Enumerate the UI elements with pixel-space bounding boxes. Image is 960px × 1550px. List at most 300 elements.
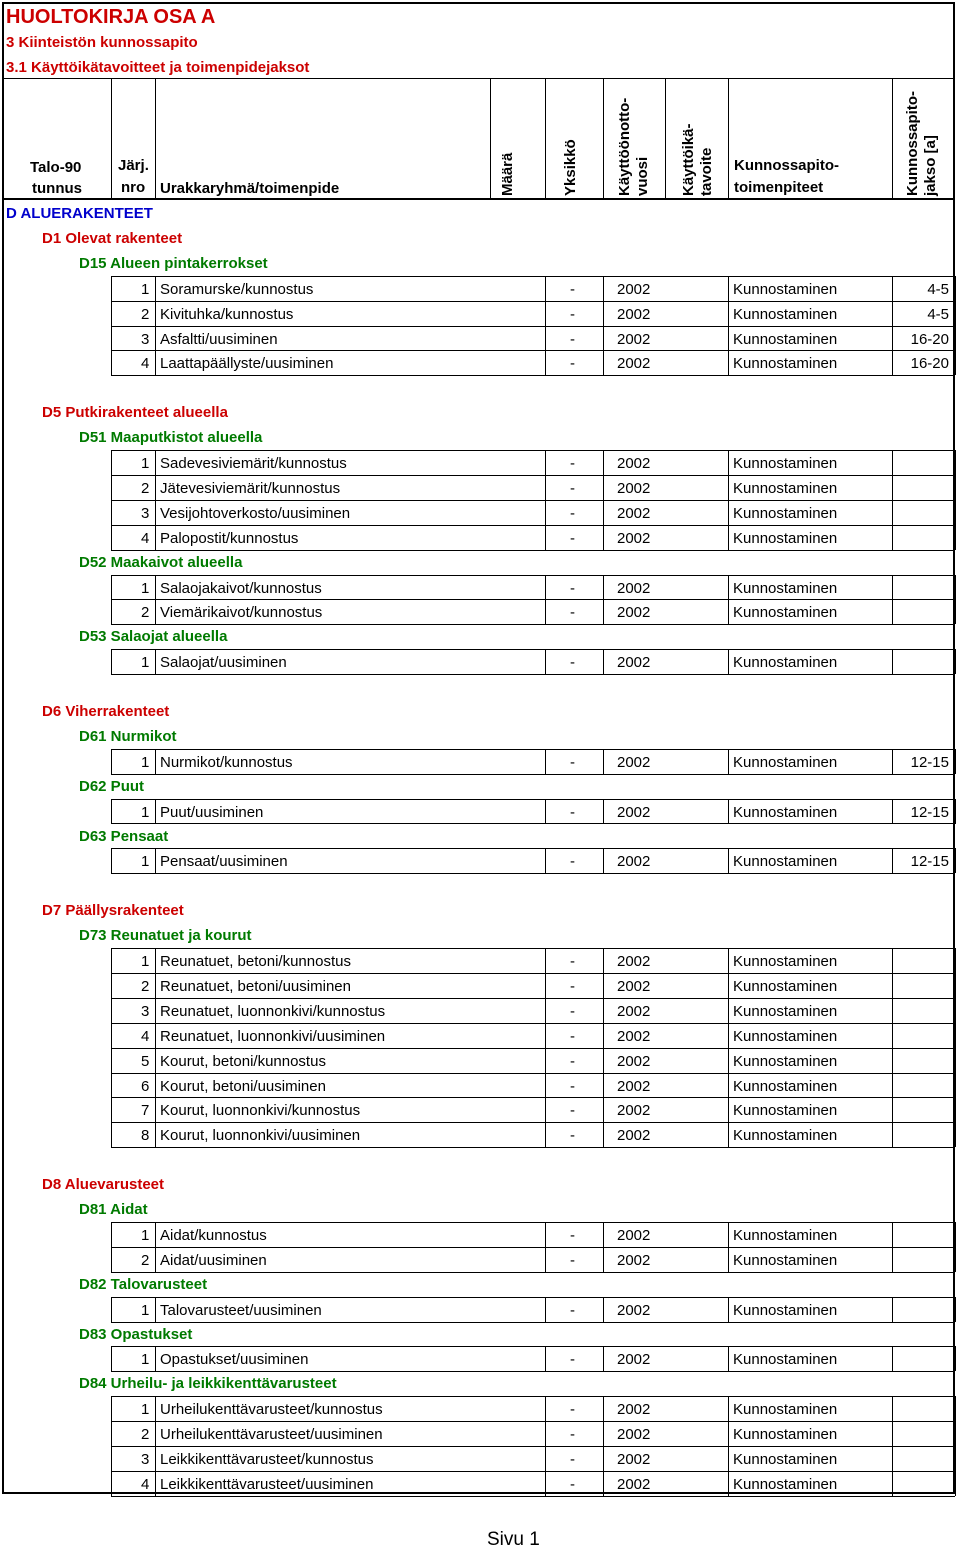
row-action: Kunnostaminen — [733, 505, 838, 522]
row-year: 2002 — [617, 754, 651, 771]
row-period: 4-5 — [927, 281, 949, 298]
cell-divider — [155, 326, 156, 351]
row-year: 2002 — [617, 355, 651, 372]
col-header-jarj: nro — [121, 179, 146, 196]
cell-divider — [111, 450, 112, 475]
row-unit: - — [570, 1102, 575, 1119]
row-action: Kunnostaminen — [733, 530, 838, 547]
col-header-jarj: Järj. — [118, 157, 149, 174]
row-rule — [111, 998, 955, 999]
row-rule — [111, 1421, 955, 1422]
row-rule — [111, 1147, 955, 1148]
cell-divider — [892, 475, 893, 500]
row-number: 1 — [141, 804, 150, 821]
cell-divider — [155, 276, 156, 301]
row-unit: - — [570, 306, 575, 323]
cell-divider — [892, 301, 893, 326]
cell-divider — [955, 1222, 956, 1247]
col-header-talo: tunnus — [32, 180, 82, 197]
cell-divider — [155, 1023, 156, 1048]
row-action: Kunnostaminen — [733, 1351, 838, 1368]
row-year: 2002 — [617, 1252, 651, 1269]
cell-divider — [728, 1247, 729, 1272]
col-header-jakso-2: jakso [a] — [922, 135, 939, 196]
cell-divider — [111, 948, 112, 973]
row-action: Kunnostaminen — [733, 1053, 838, 1070]
cell-divider — [728, 1222, 729, 1247]
cell-divider — [728, 350, 729, 375]
cell-divider — [603, 1396, 604, 1421]
subgroup-heading: D61 Nurmikot — [79, 728, 177, 745]
row-year: 2002 — [617, 1426, 651, 1443]
cell-divider — [955, 276, 956, 301]
subgroup-heading: D84 Urheilu- ja leikkikenttävarusteet — [79, 1375, 337, 1392]
cell-divider — [111, 1247, 112, 1272]
row-unit: - — [570, 754, 575, 771]
row-number: 3 — [141, 1451, 150, 1468]
cell-divider — [111, 749, 112, 774]
row-rule — [111, 550, 955, 551]
row-year: 2002 — [617, 505, 651, 522]
cell-divider — [955, 599, 956, 624]
col-divider — [155, 78, 156, 199]
cell-divider — [892, 848, 893, 873]
cell-divider — [603, 1048, 604, 1073]
row-year: 2002 — [617, 580, 651, 597]
cell-divider — [111, 350, 112, 375]
cell-divider — [955, 1297, 956, 1322]
cell-divider — [603, 1097, 604, 1122]
cell-divider — [603, 749, 604, 774]
cell-divider — [955, 848, 956, 873]
row-rule — [111, 1097, 955, 1098]
row-task: Salaojat/uusiminen — [160, 654, 287, 671]
cell-divider — [603, 1073, 604, 1098]
row-rule — [111, 1496, 955, 1497]
cell-divider — [155, 1097, 156, 1122]
row-year: 2002 — [617, 1351, 651, 1368]
col-divider — [728, 78, 729, 199]
row-period: 12-15 — [910, 853, 949, 870]
row-period: 16-20 — [910, 355, 949, 372]
row-year: 2002 — [617, 953, 651, 970]
row-action: Kunnostaminen — [733, 480, 838, 497]
row-year: 2002 — [617, 654, 651, 671]
row-year: 2002 — [617, 1401, 651, 1418]
row-year: 2002 — [617, 1127, 651, 1144]
cell-divider — [111, 998, 112, 1023]
row-rule — [111, 450, 955, 451]
cell-divider — [892, 1097, 893, 1122]
cell-divider — [603, 649, 604, 674]
row-rule — [111, 1073, 955, 1074]
row-action: Kunnostaminen — [733, 804, 838, 821]
group-heading: D1 Olevat rakenteet — [42, 230, 183, 247]
row-year: 2002 — [617, 804, 651, 821]
col-header-kayttoika — [680, 123, 716, 196]
row-rule — [111, 276, 955, 277]
row-year: 2002 — [617, 530, 651, 547]
cell-divider — [603, 948, 604, 973]
cell-divider — [892, 1222, 893, 1247]
cell-divider — [155, 998, 156, 1023]
row-number: 8 — [141, 1127, 150, 1144]
cell-divider — [892, 575, 893, 600]
cell-divider — [545, 1097, 546, 1122]
row-rule — [111, 1272, 955, 1273]
cell-divider — [545, 948, 546, 973]
row-unit: - — [570, 355, 575, 372]
row-rule — [111, 1122, 955, 1123]
cell-divider — [892, 998, 893, 1023]
row-number: 3 — [141, 1003, 150, 1020]
row-year: 2002 — [617, 281, 651, 298]
row-number: 7 — [141, 1102, 150, 1119]
cell-divider — [111, 1297, 112, 1322]
col-divider — [490, 78, 491, 199]
col-header-kayttoonotto — [616, 98, 652, 196]
cell-divider — [603, 1222, 604, 1247]
row-action: Kunnostaminen — [733, 1028, 838, 1045]
row-unit: - — [570, 331, 575, 348]
cell-divider — [955, 973, 956, 998]
cell-divider — [155, 1073, 156, 1098]
cell-divider — [111, 500, 112, 525]
cell-divider — [155, 749, 156, 774]
cell-divider — [892, 1073, 893, 1098]
cell-divider — [155, 948, 156, 973]
row-task: Aidat/uusiminen — [160, 1252, 267, 1269]
cell-divider — [603, 450, 604, 475]
cell-divider — [155, 1122, 156, 1147]
row-unit: - — [570, 978, 575, 995]
cell-divider — [603, 1346, 604, 1371]
cell-divider — [155, 848, 156, 873]
cell-divider — [111, 575, 112, 600]
row-rule — [111, 1396, 955, 1397]
cell-divider — [955, 326, 956, 351]
row-year: 2002 — [617, 1451, 651, 1468]
page-frame — [2, 2, 955, 1494]
cell-divider — [545, 1023, 546, 1048]
col-header-toimenpiteet: toimenpiteet — [734, 179, 824, 196]
row-task: Vesijohtoverkosto/uusiminen — [160, 505, 351, 522]
cell-divider — [545, 649, 546, 674]
row-number: 1 — [141, 1351, 150, 1368]
row-action: Kunnostaminen — [733, 455, 838, 472]
row-action: Kunnostaminen — [733, 1401, 838, 1418]
group-heading: D7 Päällysrakenteet — [42, 902, 184, 919]
group-heading: D8 Aluevarusteet — [42, 1176, 164, 1193]
cell-divider — [728, 1122, 729, 1147]
col-header-urakka: Urakkaryhmä/toimenpide — [160, 180, 340, 197]
col-header-kayttoika-2: tavoite — [698, 147, 715, 196]
cell-divider — [545, 350, 546, 375]
row-action: Kunnostaminen — [733, 1003, 838, 1020]
row-unit: - — [570, 953, 575, 970]
cell-divider — [892, 1048, 893, 1073]
chapter-title: 3 Kiinteistön kunnossapito — [6, 34, 198, 51]
row-task: Reunatuet, luonnonkivi/uusiminen — [160, 1028, 386, 1045]
row-unit: - — [570, 1003, 575, 1020]
cell-divider — [603, 1421, 604, 1446]
row-action: Kunnostaminen — [733, 604, 838, 621]
cell-divider — [728, 848, 729, 873]
row-period: 12-15 — [910, 804, 949, 821]
cell-divider — [545, 1446, 546, 1471]
cell-divider — [728, 1421, 729, 1446]
cell-divider — [892, 276, 893, 301]
row-rule — [111, 1346, 955, 1347]
row-action: Kunnostaminen — [733, 1426, 838, 1443]
cell-divider — [955, 1346, 956, 1371]
group-heading: D6 Viherrakenteet — [42, 703, 170, 720]
cell-divider — [955, 948, 956, 973]
row-year: 2002 — [617, 1028, 651, 1045]
row-rule — [111, 948, 955, 949]
cell-divider — [892, 649, 893, 674]
cell-divider — [892, 525, 893, 550]
cell-divider — [728, 1446, 729, 1471]
cell-divider — [603, 1446, 604, 1471]
row-action: Kunnostaminen — [733, 306, 838, 323]
cell-divider — [892, 749, 893, 774]
cell-divider — [111, 1396, 112, 1421]
row-action: Kunnostaminen — [733, 1102, 838, 1119]
cell-divider — [728, 1297, 729, 1322]
cell-divider — [155, 1048, 156, 1073]
row-number: 6 — [141, 1078, 150, 1095]
cell-divider — [545, 500, 546, 525]
row-rule — [111, 848, 955, 849]
row-number: 2 — [141, 978, 150, 995]
cell-divider — [603, 276, 604, 301]
row-task: Salaojakaivot/kunnostus — [160, 580, 322, 597]
cell-divider — [892, 1446, 893, 1471]
cell-divider — [728, 1471, 729, 1496]
cell-divider — [155, 799, 156, 824]
cell-divider — [111, 1097, 112, 1122]
cell-divider — [892, 1421, 893, 1446]
row-rule — [111, 301, 955, 302]
cell-divider — [111, 1346, 112, 1371]
col-header-talo: Talo-90 — [30, 159, 82, 176]
cell-divider — [955, 575, 956, 600]
cell-divider — [545, 1048, 546, 1073]
subgroup-heading: D73 Reunatuet ja kourut — [79, 927, 252, 944]
cell-divider — [892, 799, 893, 824]
row-year: 2002 — [617, 1302, 651, 1319]
cell-divider — [603, 998, 604, 1023]
cell-divider — [955, 500, 956, 525]
cell-divider — [155, 599, 156, 624]
document-title: HUOLTOKIRJA OSA A — [6, 6, 216, 28]
cell-divider — [545, 1073, 546, 1098]
page-number: Sivu 1 — [487, 1529, 540, 1550]
cell-divider — [892, 1297, 893, 1322]
cell-divider — [955, 1396, 956, 1421]
row-unit: - — [570, 1227, 575, 1244]
row-unit: - — [570, 530, 575, 547]
subgroup-heading: D52 Maakaivot alueella — [79, 554, 243, 571]
col-divider — [603, 78, 604, 199]
cell-divider — [111, 973, 112, 998]
cell-divider — [603, 1247, 604, 1272]
cell-divider — [545, 599, 546, 624]
row-rule — [111, 475, 955, 476]
cell-divider — [603, 326, 604, 351]
cell-divider — [892, 599, 893, 624]
row-action: Kunnostaminen — [733, 1078, 838, 1095]
row-unit: - — [570, 480, 575, 497]
row-number: 4 — [141, 530, 150, 547]
row-rule — [111, 1446, 955, 1447]
cell-divider — [955, 649, 956, 674]
cell-divider — [603, 350, 604, 375]
cell-divider — [955, 450, 956, 475]
row-action: Kunnostaminen — [733, 754, 838, 771]
cell-divider — [955, 1023, 956, 1048]
row-number: 4 — [141, 355, 150, 372]
cell-divider — [545, 799, 546, 824]
row-year: 2002 — [617, 306, 651, 323]
row-action: Kunnostaminen — [733, 1227, 838, 1244]
cell-divider — [155, 301, 156, 326]
row-task: Pensaat/uusiminen — [160, 853, 288, 870]
cell-divider — [728, 799, 729, 824]
row-unit: - — [570, 604, 575, 621]
cell-divider — [545, 749, 546, 774]
row-number: 1 — [141, 1302, 150, 1319]
cell-divider — [892, 1471, 893, 1496]
row-task: Palopostit/kunnostus — [160, 530, 299, 547]
cell-divider — [728, 1396, 729, 1421]
row-action: Kunnostaminen — [733, 978, 838, 995]
cell-divider — [603, 1122, 604, 1147]
row-number: 2 — [141, 306, 150, 323]
row-number: 2 — [141, 604, 150, 621]
row-number: 3 — [141, 331, 150, 348]
cell-divider — [111, 1446, 112, 1471]
row-rule — [111, 326, 955, 327]
row-task: Jätevesiviemärit/kunnostus — [160, 480, 341, 497]
cell-divider — [728, 998, 729, 1023]
cell-divider — [603, 599, 604, 624]
cell-divider — [892, 1122, 893, 1147]
col-header-maara: Määrä — [499, 152, 516, 196]
row-number: 1 — [141, 853, 150, 870]
cell-divider — [111, 475, 112, 500]
cell-divider — [728, 500, 729, 525]
cell-divider — [603, 1471, 604, 1496]
subgroup-heading: D83 Opastukset — [79, 1326, 193, 1343]
cell-divider — [955, 1073, 956, 1098]
cell-divider — [955, 1471, 956, 1496]
row-action: Kunnostaminen — [733, 281, 838, 298]
cell-divider — [545, 575, 546, 600]
cell-divider — [155, 973, 156, 998]
cell-divider — [955, 301, 956, 326]
cell-divider — [955, 749, 956, 774]
row-action: Kunnostaminen — [733, 1302, 838, 1319]
row-year: 2002 — [617, 455, 651, 472]
cell-divider — [545, 1471, 546, 1496]
row-rule — [111, 823, 955, 824]
row-number: 4 — [141, 1028, 150, 1045]
cell-divider — [728, 599, 729, 624]
cell-divider — [603, 475, 604, 500]
subgroup-heading: D81 Aidat — [79, 1201, 148, 1218]
row-task: Kourut, betoni/uusiminen — [160, 1078, 326, 1095]
cell-divider — [111, 1073, 112, 1098]
cell-divider — [603, 973, 604, 998]
row-unit: - — [570, 455, 575, 472]
cell-divider — [155, 450, 156, 475]
row-year: 2002 — [617, 1053, 651, 1070]
row-unit: - — [570, 1426, 575, 1443]
subgroup-heading: D82 Talovarusteet — [79, 1276, 208, 1293]
cell-divider — [111, 1048, 112, 1073]
row-rule — [111, 774, 955, 775]
row-rule — [111, 674, 955, 675]
row-year: 2002 — [617, 1003, 651, 1020]
row-number: 4 — [141, 1476, 150, 1493]
row-unit: - — [570, 1476, 575, 1493]
row-rule — [111, 749, 955, 750]
subgroup-heading: D51 Maaputkistot alueella — [79, 429, 263, 446]
row-rule — [111, 350, 955, 351]
cell-divider — [545, 326, 546, 351]
cell-divider — [728, 1048, 729, 1073]
subgroup-heading: D63 Pensaat — [79, 828, 169, 845]
row-rule — [111, 624, 955, 625]
cell-divider — [728, 450, 729, 475]
cell-divider — [155, 525, 156, 550]
row-number: 5 — [141, 1053, 150, 1070]
row-rule — [111, 1371, 955, 1372]
row-task: Soramurske/kunnostus — [160, 281, 314, 298]
cell-divider — [892, 350, 893, 375]
row-rule — [111, 1222, 955, 1223]
row-rule — [111, 1023, 955, 1024]
row-number: 1 — [141, 754, 150, 771]
cell-divider — [728, 1073, 729, 1098]
row-unit: - — [570, 853, 575, 870]
cell-divider — [155, 1222, 156, 1247]
row-unit: - — [570, 1351, 575, 1368]
row-period: 4-5 — [927, 306, 949, 323]
cell-divider — [155, 1297, 156, 1322]
cell-divider — [603, 1297, 604, 1322]
cell-divider — [955, 525, 956, 550]
row-number: 3 — [141, 505, 150, 522]
row-task: Sadevesiviemärit/kunnostus — [160, 455, 347, 472]
row-action: Kunnostaminen — [733, 853, 838, 870]
cell-divider — [728, 1097, 729, 1122]
cell-divider — [545, 1122, 546, 1147]
cell-divider — [111, 301, 112, 326]
row-period: 12-15 — [910, 754, 949, 771]
cell-divider — [111, 1421, 112, 1446]
row-year: 2002 — [617, 978, 651, 995]
row-task: Kourut, luonnonkivi/uusiminen — [160, 1127, 361, 1144]
cell-divider — [728, 276, 729, 301]
cell-divider — [728, 1346, 729, 1371]
row-task: Asfaltti/uusiminen — [160, 331, 278, 348]
row-year: 2002 — [617, 480, 651, 497]
cell-divider — [603, 301, 604, 326]
row-task: Reunatuet, betoni/kunnostus — [160, 953, 351, 970]
